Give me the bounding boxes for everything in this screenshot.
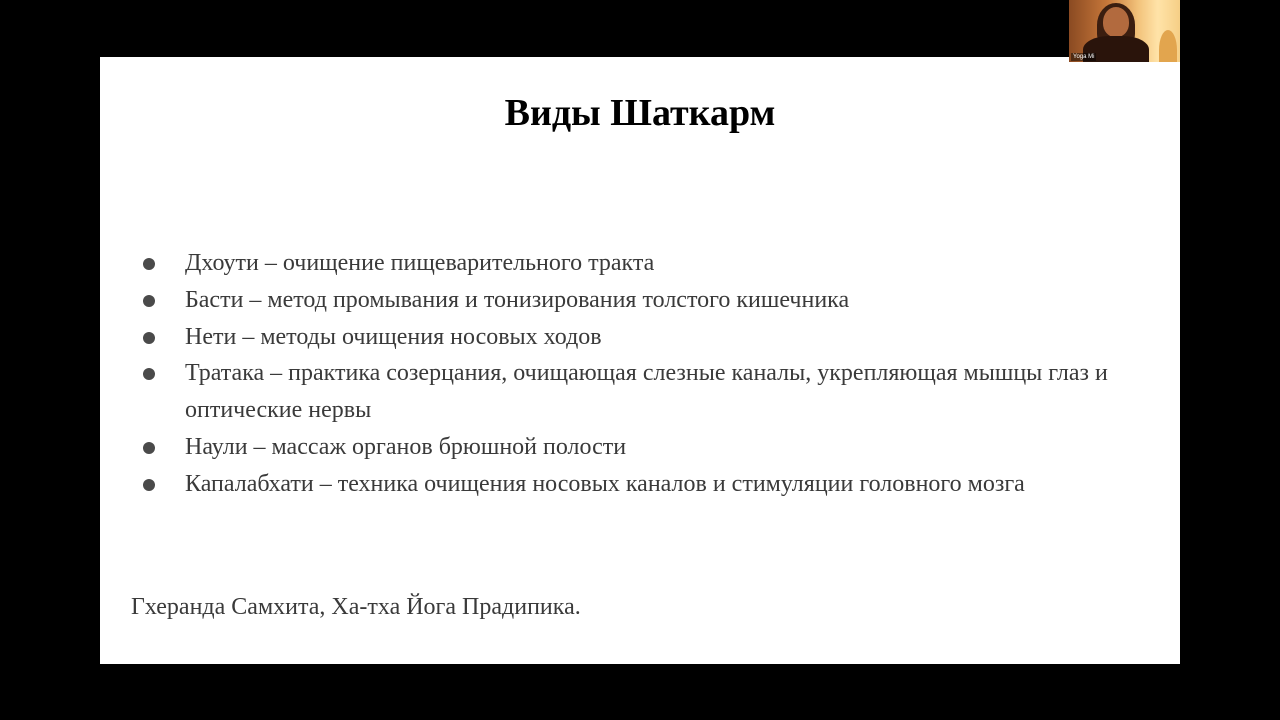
- participant-face: [1103, 7, 1129, 37]
- bullet-list: [140, 245, 1160, 503]
- list-item-text: Капалабхати – техника очищения носовых каналов и стимуляции головного мозга: [185, 470, 1025, 497]
- bullet-icon: [143, 258, 155, 270]
- bullet-icon: [143, 442, 155, 454]
- list-item: [140, 245, 1160, 282]
- list-item-text: Басти – метод промывания и тонизирования толстого кишечника: [185, 286, 850, 313]
- list-item: [140, 429, 1160, 466]
- list-item-text: Дхоути – очищение пищеварительного тракта: [185, 250, 655, 276]
- participant-video-tile[interactable]: [1069, 0, 1180, 62]
- participant-name-label: Yoga Mi: [1073, 54, 1095, 60]
- source-note: Гхеранда Самхита, Ха-тха Йога Прадипика.: [131, 594, 581, 620]
- presentation-slide: [100, 57, 1180, 664]
- bullet-icon: [143, 332, 155, 344]
- list-item: [140, 466, 1160, 503]
- slide-title: Виды Шаткарм: [504, 92, 776, 134]
- bullet-icon: [143, 368, 155, 380]
- list-item-text: Нети – методы очищения носовых ходов: [185, 323, 602, 350]
- second-participant: [1159, 30, 1177, 62]
- bullet-icon: [143, 479, 155, 491]
- list-item-text: Тратака – практика созерцания, очищающая слезные каналы, укрепляющая мышцы глаз и оптические нервы: [185, 360, 1108, 424]
- bullet-icon: [143, 295, 155, 307]
- list-item-text: Наули – массаж органов брюшной полости: [185, 433, 627, 460]
- list-item: [140, 355, 1160, 429]
- list-item: [140, 282, 1160, 319]
- list-item: [140, 319, 1160, 356]
